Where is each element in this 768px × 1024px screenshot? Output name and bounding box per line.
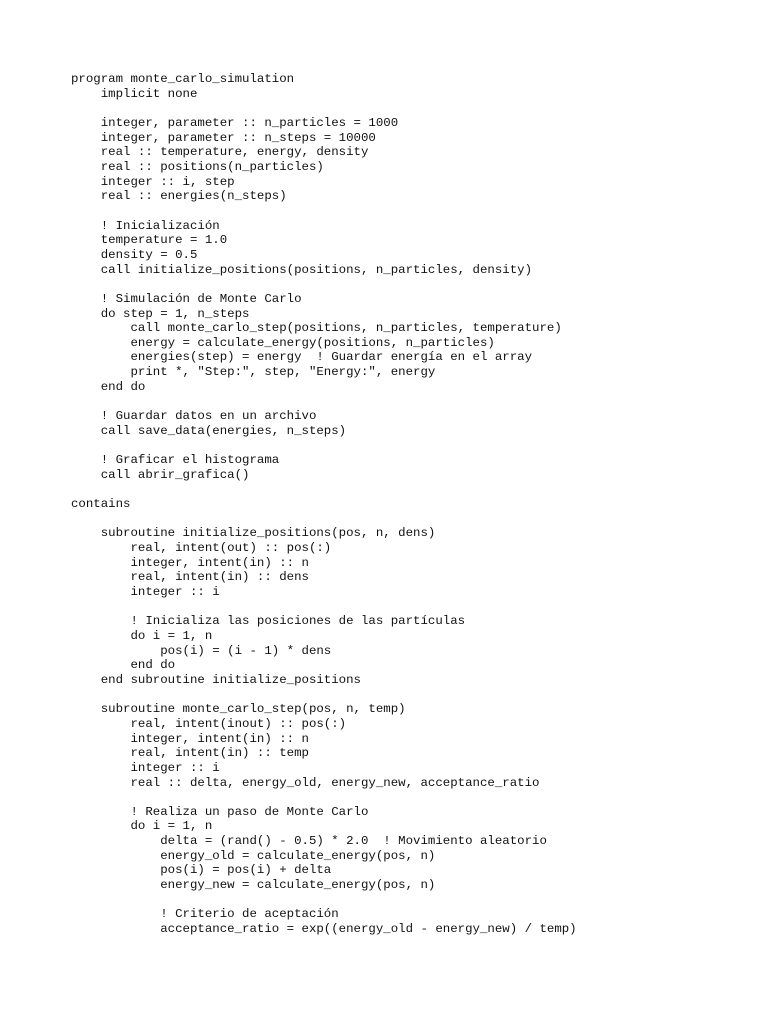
code-line: real, intent(in) :: dens — [71, 570, 309, 585]
code-line: do step = 1, n_steps — [71, 306, 250, 321]
code-line: print *, "Step:", step, "Energy:", energy — [71, 365, 436, 380]
code-line: energies(step) = energy ! Guardar energía en el array — [71, 350, 533, 365]
code-line: call monte_carlo_step(positions, n_particles, temperature) — [71, 321, 562, 336]
code-line: contains — [71, 497, 131, 512]
code-line — [71, 688, 577, 703]
code-line: program monte_carlo_simulation — [71, 72, 295, 86]
code-line: delta = (rand() - 0.5) * 2.0 ! Movimiento aleatorio — [71, 834, 547, 849]
code-line: real, intent(in) :: temp — [71, 746, 309, 761]
code-line: do i = 1, n — [71, 628, 213, 643]
code-line: ! Inicializa las posiciones de las partículas — [71, 614, 466, 629]
code-line: subroutine initialize_positions(pos, n, dens) — [71, 526, 436, 541]
code-line: integer :: i — [71, 760, 220, 775]
code-line: density = 0.5 — [71, 247, 198, 262]
code-line: ! Inicialización — [71, 218, 220, 233]
code-line: call abrir_grafica() — [71, 467, 250, 482]
code-line: integer, intent(in) :: n — [71, 555, 309, 570]
code-line: end subroutine initialize_positions — [71, 672, 361, 687]
code-line — [71, 482, 577, 497]
code-line: end do — [71, 658, 176, 673]
code-line — [71, 438, 577, 453]
code-line — [71, 204, 577, 219]
code-line: subroutine monte_carlo_step(pos, n, temp) — [71, 702, 406, 717]
code-line: call initialize_positions(positions, n_particles, density) — [71, 262, 533, 277]
code-line: real :: energies(n_steps) — [71, 189, 287, 204]
code-line: integer, parameter :: n_steps = 10000 — [71, 130, 376, 145]
code-line: real :: positions(n_particles) — [71, 159, 324, 174]
code-line — [71, 790, 577, 805]
code-line: integer :: i — [71, 584, 220, 599]
code-line: real :: temperature, energy, density — [71, 145, 369, 160]
code-listing — [71, 72, 577, 937]
code-line: implicit none — [71, 86, 198, 101]
code-line — [71, 512, 577, 527]
code-line: ! Realiza un paso de Monte Carlo — [71, 804, 369, 819]
code-line: energy = calculate_energy(positions, n_particles) — [71, 335, 495, 350]
code-line: integer, parameter :: n_particles = 1000 — [71, 115, 399, 130]
code-line: call save_data(energies, n_steps) — [71, 423, 347, 438]
code-line: pos(i) = (i - 1) * dens — [71, 643, 332, 658]
code-line — [71, 893, 577, 908]
code-line: energy_old = calculate_energy(pos, n) — [71, 848, 436, 863]
code-line: ! Criterio de aceptación — [71, 907, 339, 922]
code-line — [71, 101, 577, 116]
code-line — [71, 277, 577, 292]
code-line: ! Graficar el histograma — [71, 453, 280, 468]
code-line — [71, 600, 577, 615]
code-line: ! Guardar datos en un archivo — [71, 409, 317, 424]
code-line: end do — [71, 379, 146, 394]
code-line: temperature = 1.0 — [71, 233, 228, 248]
code-line: pos(i) = pos(i) + delta — [71, 863, 332, 878]
code-line: integer :: i, step — [71, 174, 235, 189]
code-line: integer, intent(in) :: n — [71, 731, 309, 746]
code-line: real, intent(out) :: pos(:) — [71, 541, 332, 555]
code-line — [71, 394, 577, 409]
code-line: ! Simulación de Monte Carlo — [71, 291, 302, 306]
code-line: acceptance_ratio = exp((energy_old - energy_new) / temp) — [71, 922, 577, 937]
code-line: real :: delta, energy_old, energy_new, acceptance_ratio — [71, 775, 540, 790]
code-line: energy_new = calculate_energy(pos, n) — [71, 878, 436, 893]
code-line: real, intent(inout) :: pos(:) — [71, 716, 347, 731]
code-line: do i = 1, n — [71, 819, 213, 834]
